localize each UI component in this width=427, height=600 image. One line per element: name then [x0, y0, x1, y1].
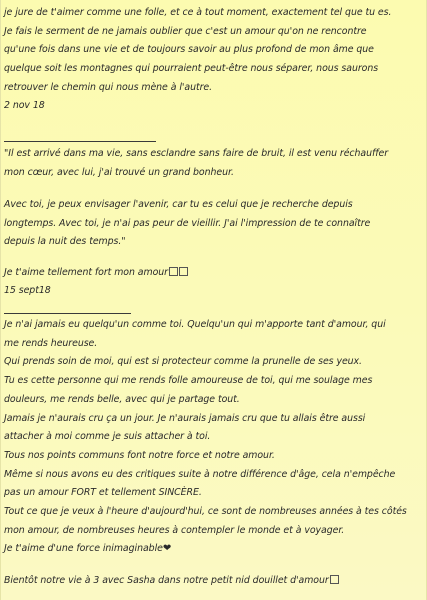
missing-glyph-icon: [330, 575, 339, 584]
divider-2: [4, 313, 131, 314]
black-heart-icon: ❤: [162, 543, 172, 554]
paragraph-letter: Je n'ai jamais eu quelqu'un comme toi. Quelqu'un qui m'apporte tant d'amour, qui me rends heureuse. Qui prends soin de moi, qui est si protecteur comme la prunelle de ses yeux. Tu es cette personne qui me rends folle amoureuse de toi, qui me soulage mes douleurs, me rends belle, avec qui je partage tout. Jamais je n'aurais cru ça un jour. Je n'aurais jamais cru que tu allais être aussi attacher à moi comme je suis attacher à toi. Tous nos points communs font notre force et notre amour. Même si nous avons eu des critiques suite à notre différence d'âge, cela n'empêche pas un amour FORT et tellement SINCÈRE. Tout ce que je veux à l'heure d'aujourd'hui, ce sont de nombreuses années à tes côtés mon amour, de nombreuses heures à contempler le monde et à voyager.: [4, 319, 407, 536]
paragraph-quote-1: "Il est arrivé dans ma vie, sans esclandre sans faire de bruit, il est venu réchauffer mon cœur, avec lui, j'ai trouvé un grand bonheur.: [4, 148, 389, 178]
divider-1: [4, 141, 156, 142]
date-second: 15 sept18: [4, 285, 51, 296]
paragraph-vow: je jure de t'aimer comme une folle, et ce à tout moment, exactement tel que tu es. Je fais le serment de ne jamais oublier que c'est un amour qu'on ne rencontre qu'une fois dans une vie et de toujours savoir au plus profond de mon âme que quelque soit les montagnes qui pourraient peut-être nous séparer, nous saurons retrouver le chemin qui nous mène à l'autre.: [4, 7, 392, 93]
missing-glyph-icon: [169, 267, 178, 276]
love-line-3: [4, 572, 424, 591]
missing-glyph-icon: [179, 267, 188, 276]
paragraph-quote-2: Avec toi, je peux envisager l'avenir, car tu es celui que je recherche depuis longtemps. Avec toi, je n'ai pas peur de vieillir. J'ai l'impression de te connaître depuis la nuit des temps.": [4, 199, 371, 248]
love-line-2-text: Je t'aime d'une force inimaginable: [4, 543, 163, 554]
date-first: 2 nov 18: [4, 100, 45, 111]
love-line-1: [4, 264, 424, 283]
love-line-1-text: Je t'aime tellement fort mon amour: [4, 267, 168, 278]
love-line-3-text: Bientôt notre vie à 3 avec Sasha dans notre petit nid douillet d'amour: [4, 575, 329, 586]
love-line-2: [4, 540, 424, 559]
